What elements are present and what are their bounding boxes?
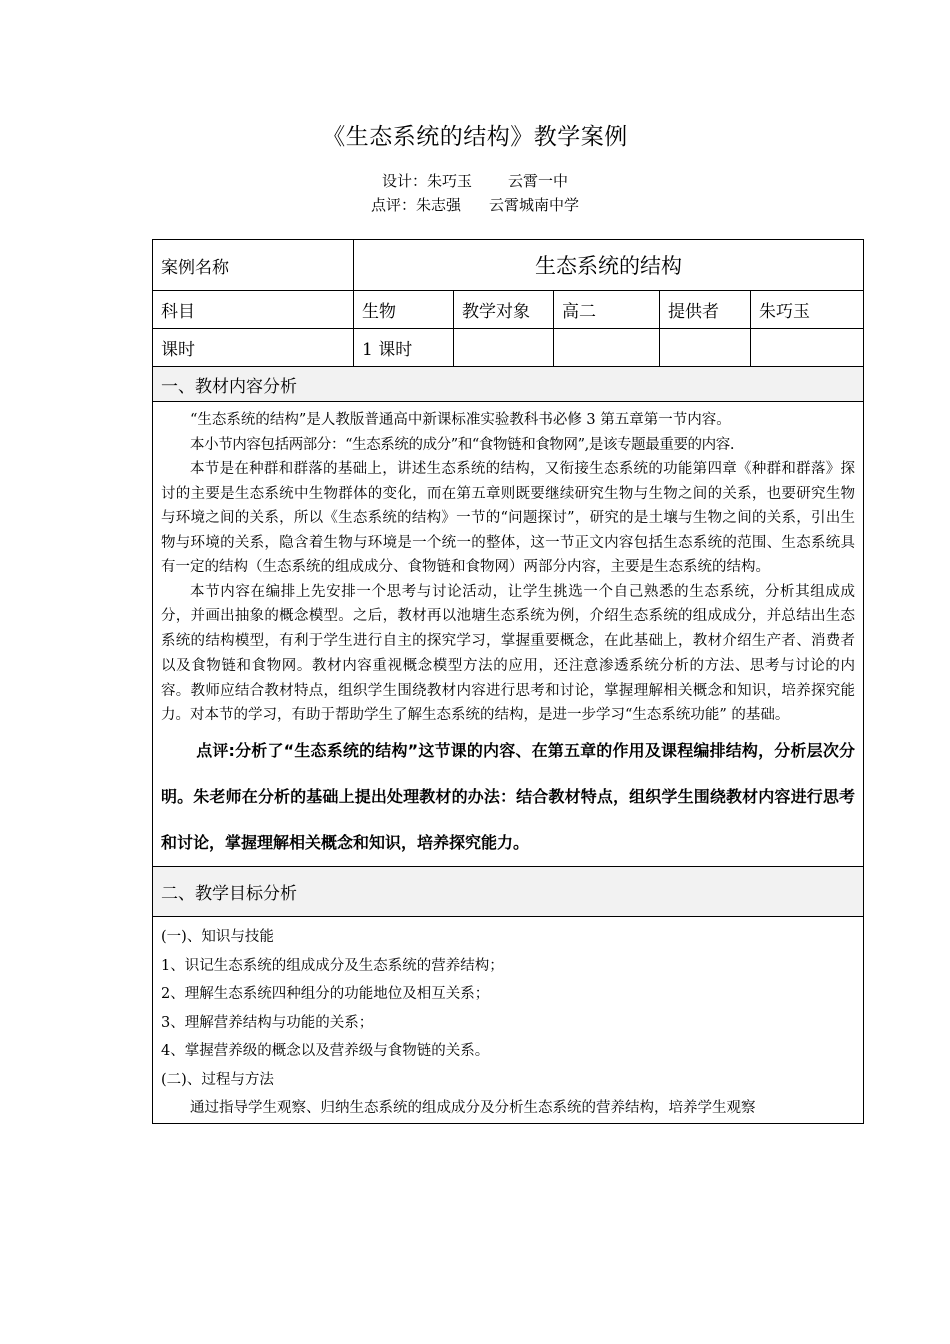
section1-paragraph: 本小节内容包括两部分：“生态系统的成分”和“食物链和食物网”,是该专题最重要的内容. xyxy=(190,436,735,453)
audience-value: 高二 xyxy=(554,291,660,329)
section1-heading-row xyxy=(153,367,864,402)
reviewer-school: 云霄城南中学 xyxy=(489,196,580,214)
designer-label: 设计：朱巧玉 xyxy=(381,172,472,190)
empty-cell xyxy=(660,329,751,367)
section1-body xyxy=(153,402,864,867)
goal-paragraph: 通过指导学生观察、归纳生态系统的组成成分及分析生态系统的营养结构，培养学生观察 xyxy=(190,1100,756,1117)
hours-label: 课时 xyxy=(153,329,354,367)
section2-heading-row xyxy=(153,867,864,917)
review-comment: 点评:分析了“生态系统的结构”这节课的内容、在第五章的作用及课程编排结构，分析层次分明。朱老师在分析的基础上提出处理教材的办法：结合教材特点，组织学生围绕教材内容进行思考和讨论，掌握理解相关概念和知识，培养探究能力。 xyxy=(161,741,856,853)
goal-line: (一)、知识与技能 xyxy=(161,929,274,946)
goal-line: 4、掌握营养级的概念以及营养级与食物链的关系。 xyxy=(161,1043,490,1060)
hours-value: 1 课时 xyxy=(354,329,454,367)
case-name-value: 生态系统的结构 xyxy=(354,240,864,291)
section1-paragraph: “生态系统的结构”是人教版普通高中新课标准实验教科书必修 3 第五章第一节内容。 xyxy=(190,412,731,428)
goal-line: 2、理解生态系统四种组分的功能地位及相互关系； xyxy=(161,986,490,1003)
provider-value: 朱巧玉 xyxy=(751,291,864,329)
goal-line: 1、识记生态系统的组成成分及生态系统的营养结构； xyxy=(161,957,504,974)
section2-heading: 二、教学目标分析 xyxy=(153,867,864,917)
section1-body-row xyxy=(153,402,864,867)
section1-heading: 一、教材内容分析 xyxy=(153,367,864,402)
subject-label: 科目 xyxy=(153,291,354,329)
case-name-row xyxy=(153,240,864,291)
empty-cell xyxy=(751,329,864,367)
lesson-case-table xyxy=(152,239,864,1124)
goal-line: 3、理解营养结构与功能的关系； xyxy=(161,1014,374,1031)
reviewer-credit xyxy=(0,194,950,215)
reviewer-label: 点评：朱志强 xyxy=(370,196,461,214)
hours-row xyxy=(153,329,864,367)
subject-row xyxy=(153,291,864,329)
audience-label: 教学对象 xyxy=(454,291,554,329)
designer-credit xyxy=(0,170,950,191)
designer-school: 云霄一中 xyxy=(508,172,569,190)
provider-label: 提供者 xyxy=(660,291,751,329)
section1-paragraph: 本节是在种群和群落的基础上，讲述生态系统的结构，又衔接生态系统的功能第四章《种群和群落》探讨的主要是生态系统中生物群体的变化，而在第五章则既要继续研究生物与生物之间的关系，也要研究生物与环境之间的关系，所以《生态系统的结构》一节的“问题探讨”，研究的是土壤与生物之间的关系，引出生物与环境的关系，隐含着生物与环境是一个统一的整体，这一节正文内容包括生态系统的范围、生态系统具有一定的结构（生态系统的组成成分、食物链和食物网）两部分内容，主要是生态系统的结构。 xyxy=(161,461,856,575)
section1-paragraph: 本节内容在编排上先安排一个思考与讨论活动，让学生挑选一个自己熟悉的生态系统，分析其组成成分，并画出抽象的概念模型。之后，教材再以池塘生态系统为例，介绍生态系统的组成成分，并总结出生态系统的结构模型，有利于学生进行自主的探究学习，掌握重要概念，在此基础上，教材介绍生产者、消费者以及食物链和食物网。教材内容重视概念模型方法的应用，还注意渗透系统分析的方法、思考与讨论的内容。教师应结合教材特点，组织学生围绕教材内容进行思考和讨论，掌握理解相关概念和知识，培养探究能力。对本节的学习，有助于帮助学生了解生态系统的结构，是进一步学习“生态系统功能” 的基础。 xyxy=(161,583,856,724)
document-title: 《生态系统的结构》教学案例 xyxy=(322,124,628,150)
empty-cell xyxy=(454,329,554,367)
empty-cell xyxy=(554,329,660,367)
section2-body xyxy=(153,917,864,1124)
goal-line: (二)、过程与方法 xyxy=(161,1071,274,1088)
subject-value: 生物 xyxy=(354,291,454,329)
section2-body-row xyxy=(153,917,864,1124)
case-name-label: 案例名称 xyxy=(153,240,354,291)
